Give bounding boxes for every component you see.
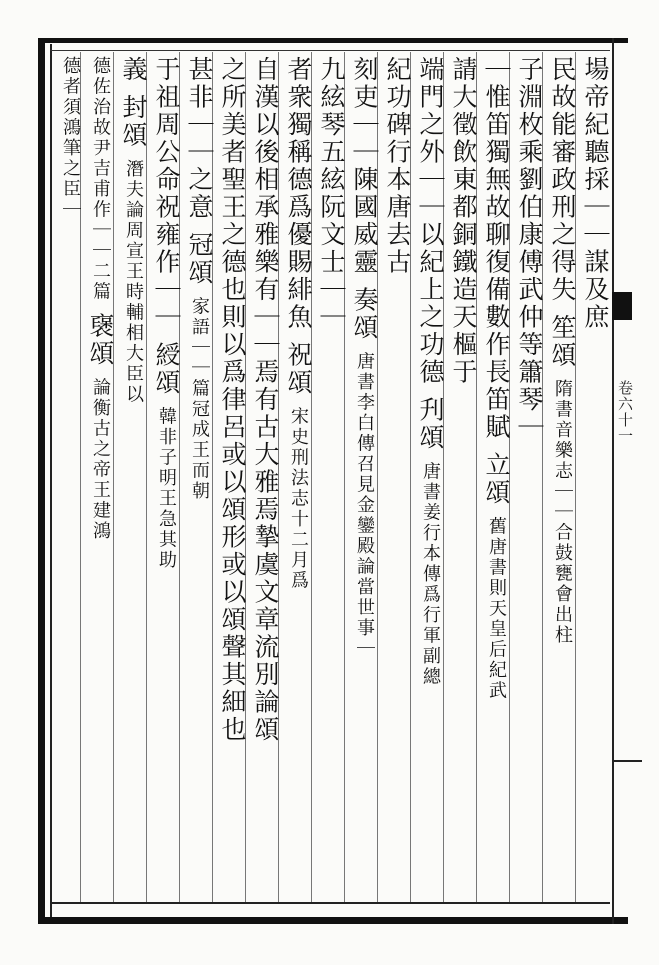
- column-text: 于祖周公命祝雍作｜｜: [152, 56, 181, 331]
- column-text: 子淵枚乘劉伯康傅武仲等簫琴｜: [515, 56, 544, 441]
- text-column: [55, 56, 85, 898]
- column-text: 場帝紀聽採｜｜謀及庶: [581, 56, 610, 331]
- heading-ji-song: 刋頌: [416, 396, 445, 452]
- text-column: [415, 56, 445, 898]
- heading-note: 唐書李白傳召見金鑾殿論當世事｜: [354, 351, 375, 660]
- column-text: 刻吏｜｜陳國威靈: [350, 56, 379, 276]
- heading-zhu-song: 祝頌: [284, 341, 313, 397]
- column-note: 潛夫論周宣王時輔相大臣以: [123, 159, 144, 406]
- page-center-margin: [612, 38, 632, 924]
- column-text: 請大徵飲東都銅鐵造天樞于: [449, 56, 478, 386]
- text-column: [382, 56, 412, 898]
- column-text: 甚非｜｜之意: [185, 56, 214, 221]
- column-text: 義: [119, 56, 148, 84]
- heading-guan-song: 冠頌: [185, 231, 214, 287]
- column-note: 德佐治故尹吉甫作｜｜二篇: [90, 56, 111, 302]
- text-column: [85, 56, 115, 898]
- column-text: ｜惟笛獨無故聊復備數作長笛賦: [482, 56, 511, 441]
- text-column: [448, 56, 478, 898]
- frame-left-border: [38, 38, 45, 924]
- heading-note: 舊唐書則天皇后紀武: [486, 516, 507, 702]
- column-note: 德者須鴻筆之臣｜: [60, 56, 81, 220]
- column-text: 端門之外｜｜以紀上之功德: [416, 56, 445, 386]
- heading-note: 宋史刑法志十二月爲: [288, 406, 309, 592]
- frame-bottom-border: [38, 917, 628, 924]
- heading-zou-song: 奏頌: [350, 286, 379, 342]
- column-text: 之所美者聖王之德也則以爲律呂或以頌形或以頌聲其細也: [218, 56, 247, 744]
- inner-bottom-border: [50, 902, 610, 904]
- text-column: [118, 56, 148, 898]
- column-text: 自漢以後相承雅樂有｜｜焉有古大雅焉摯虞文章流別論頌: [251, 56, 280, 744]
- column-text: 者衆獨稱德爲優賜緋魚: [284, 56, 313, 331]
- column-text: 民故能審政刑之得失: [548, 56, 577, 304]
- heading-shou-song: 綬頌: [152, 341, 181, 397]
- heading-li-song: 立頌: [482, 451, 511, 507]
- heading-note: 唐書姜行本傳爲行軍副總: [420, 461, 441, 688]
- margin-divider: [612, 760, 642, 762]
- column-text: 紀功碑行本唐去古: [383, 56, 412, 276]
- heading-feng-song: 封頌: [119, 93, 148, 149]
- heading-di-song: 笙頌: [548, 313, 577, 369]
- column-text: 九絃琴五絃阮文士｜｜: [317, 56, 346, 331]
- heading-note: 隋書音樂志｜｜合鼓甕會出柱: [552, 379, 573, 646]
- column-note: 論衡古之帝王建鴻: [90, 377, 111, 542]
- text-column: [283, 56, 313, 898]
- text-column: [514, 56, 544, 898]
- text-column: [217, 56, 247, 898]
- text-column: [547, 56, 577, 898]
- text-column: [481, 56, 511, 898]
- text-column: [250, 56, 280, 898]
- frame-top-border: [38, 38, 628, 43]
- volume-label: 卷六十一: [616, 380, 634, 444]
- heading-note: 家語｜｜篇冠成王而朝: [189, 296, 210, 502]
- heading-bao-song: 襃頌: [86, 312, 115, 368]
- inner-top-border: [50, 50, 610, 51]
- inner-left-border: [50, 44, 52, 917]
- text-column: [349, 56, 379, 898]
- fishtail-mark: [612, 292, 632, 320]
- heading-note: 韓非子明王急其助: [156, 406, 177, 571]
- text-column: [151, 56, 181, 898]
- text-column: [316, 56, 346, 898]
- text-column: [184, 56, 214, 898]
- text-column: [580, 56, 610, 898]
